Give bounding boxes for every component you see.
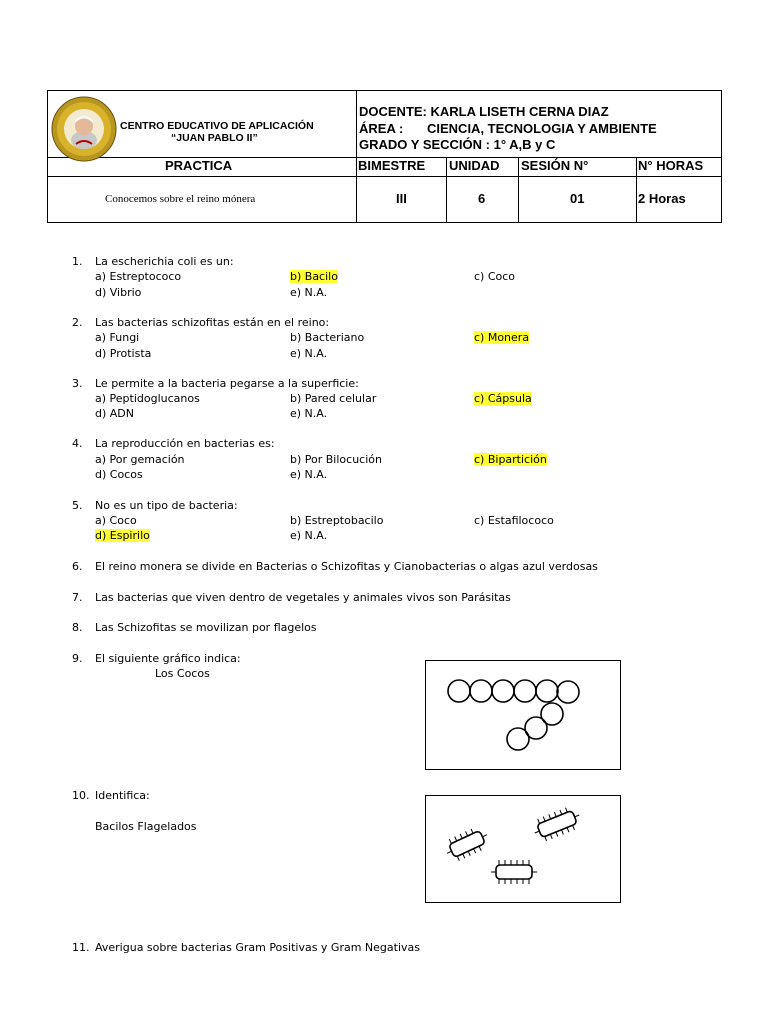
flagellum (457, 856, 459, 861)
flagellum (545, 836, 547, 841)
option-c-highlighted: c) Monera (474, 331, 530, 344)
flagellated-bacilli-drawing (426, 796, 619, 901)
flagellum (471, 829, 473, 834)
option-e: e) N.A. (290, 347, 328, 360)
col-bimestre: BIMESTRE (358, 158, 426, 173)
area-label: ÁREA : (359, 121, 404, 136)
option-e: e) N.A. (290, 286, 328, 299)
statement-6: El reino monera se divide en Bacterias o Schizofitas y Cianobacterias o algas azul verdosas (95, 560, 598, 573)
cocci-drawing (426, 661, 619, 768)
question-number: 3. (72, 377, 83, 390)
flagellum (449, 839, 451, 844)
flagellum (482, 835, 487, 837)
flagellum (447, 851, 452, 853)
option-a: a) Peptidoglucanos (95, 392, 200, 405)
flagellum (560, 810, 562, 815)
option-e: e) N.A. (290, 529, 328, 542)
answer-10: Bacilos Flagelados (95, 820, 197, 833)
option-a: a) Estreptococo (95, 270, 182, 283)
option-d-highlighted: d) Espirilo (95, 529, 150, 542)
flagellum (466, 831, 468, 836)
flagellum (479, 846, 481, 851)
option-e: e) N.A. (290, 407, 328, 420)
option-d: d) Vibrio (95, 286, 142, 299)
option-d: d) Cocos (95, 468, 143, 481)
col-horas: N° HORAS (638, 158, 704, 173)
statement-9: El siguiente gráfico indica: (95, 652, 241, 665)
flagellum (535, 831, 540, 833)
question-text: La escherichia coli es un: (95, 255, 234, 268)
option-b: b) Por Bilocución (290, 453, 382, 466)
grade-section: GRADO Y SECCIÓN : 1° A,B y C (359, 137, 556, 152)
option-c-highlighted: c) Bipartición (474, 453, 547, 466)
option-b-highlighted: b) Bacilo (290, 270, 338, 283)
school-seal-logo (51, 96, 117, 162)
question-number: 10. (72, 789, 90, 802)
flagellum (549, 814, 551, 819)
header-table (47, 90, 722, 223)
flagellum (561, 830, 563, 835)
question-number: 7. (72, 591, 83, 604)
flagellum (460, 834, 462, 839)
school-name-line2: “JUAN PABLO II” (171, 132, 258, 144)
flagellum (567, 827, 569, 832)
flagellum (575, 815, 580, 817)
topic-title: Conocemos sobre el reino mónera (105, 193, 256, 205)
question-text: Le permite a la bacteria pegarse a la superficie: (95, 377, 359, 390)
cocci-figure (425, 660, 621, 770)
teacher-name: DOCENTE: KARLA LISETH CERNA DIAZ (359, 104, 609, 119)
statement-10: Identifica: (95, 789, 150, 802)
bimestre-value: III (396, 191, 407, 206)
question-number: 1. (72, 255, 83, 268)
option-b: b) Bacteriano (290, 331, 365, 344)
flagellum (543, 817, 545, 822)
col-sesion: SESIÓN N° (521, 158, 589, 173)
flagellum (463, 854, 465, 859)
area-value: CIENCIA, TECNOLOGIA Y AMBIENTE (427, 121, 657, 136)
flagellated-bacilli-figure (425, 795, 621, 903)
option-a: a) Por gemación (95, 453, 185, 466)
option-c: c) Estafilococo (474, 514, 554, 527)
question-text: La reproducción en bacterias es: (95, 437, 275, 450)
option-d: d) ADN (95, 407, 134, 420)
sesion-value: 01 (570, 191, 585, 206)
option-e: e) N.A. (290, 468, 328, 481)
flagellum (554, 812, 556, 817)
flagellum (550, 834, 552, 839)
option-a: a) Fungi (95, 331, 140, 344)
option-b: b) Estreptobacilo (290, 514, 384, 527)
statement-11: Averigua sobre bacterias Gram Positivas y Gram Negativas (95, 941, 420, 954)
statement-8: Las Schizofitas se movilizan por flagelos (95, 621, 317, 634)
col-unidad: UNIDAD (449, 158, 500, 173)
question-number: 6. (72, 560, 83, 573)
question-number: 9. (72, 652, 83, 665)
school-name: CENTRO EDUCATIVO DE APLICACIÓN (120, 120, 314, 132)
option-a: a) Coco (95, 514, 137, 527)
flagellum (556, 832, 558, 837)
question-text: Las bacterias schizofitas están en el reino: (95, 316, 330, 329)
flagellum (538, 819, 540, 824)
horas-value: 2 Horas (638, 191, 686, 206)
statement-7: Las bacterias que viven dentro de vegetales y animales vivos son Parásitas (95, 591, 511, 604)
flagellum (474, 849, 476, 854)
question-number: 11. (72, 941, 90, 954)
question-number: 5. (72, 499, 83, 512)
flagellum (573, 825, 575, 830)
option-c-highlighted: c) Cápsula (474, 392, 532, 405)
answer-9: Los Cocos (155, 667, 210, 680)
question-text: No es un tipo de bacteria: (95, 499, 238, 512)
flagellum (468, 851, 470, 856)
option-c: c) Coco (474, 270, 516, 283)
question-number: 4. (72, 437, 83, 450)
flagellum (565, 808, 567, 813)
question-number: 2. (72, 316, 83, 329)
col-practica: PRACTICA (165, 158, 233, 173)
flagellum (455, 837, 457, 842)
question-number: 8. (72, 621, 83, 634)
option-b: b) Pared celular (290, 392, 377, 405)
option-d: d) Protista (95, 347, 152, 360)
unidad-value: 6 (478, 191, 486, 206)
